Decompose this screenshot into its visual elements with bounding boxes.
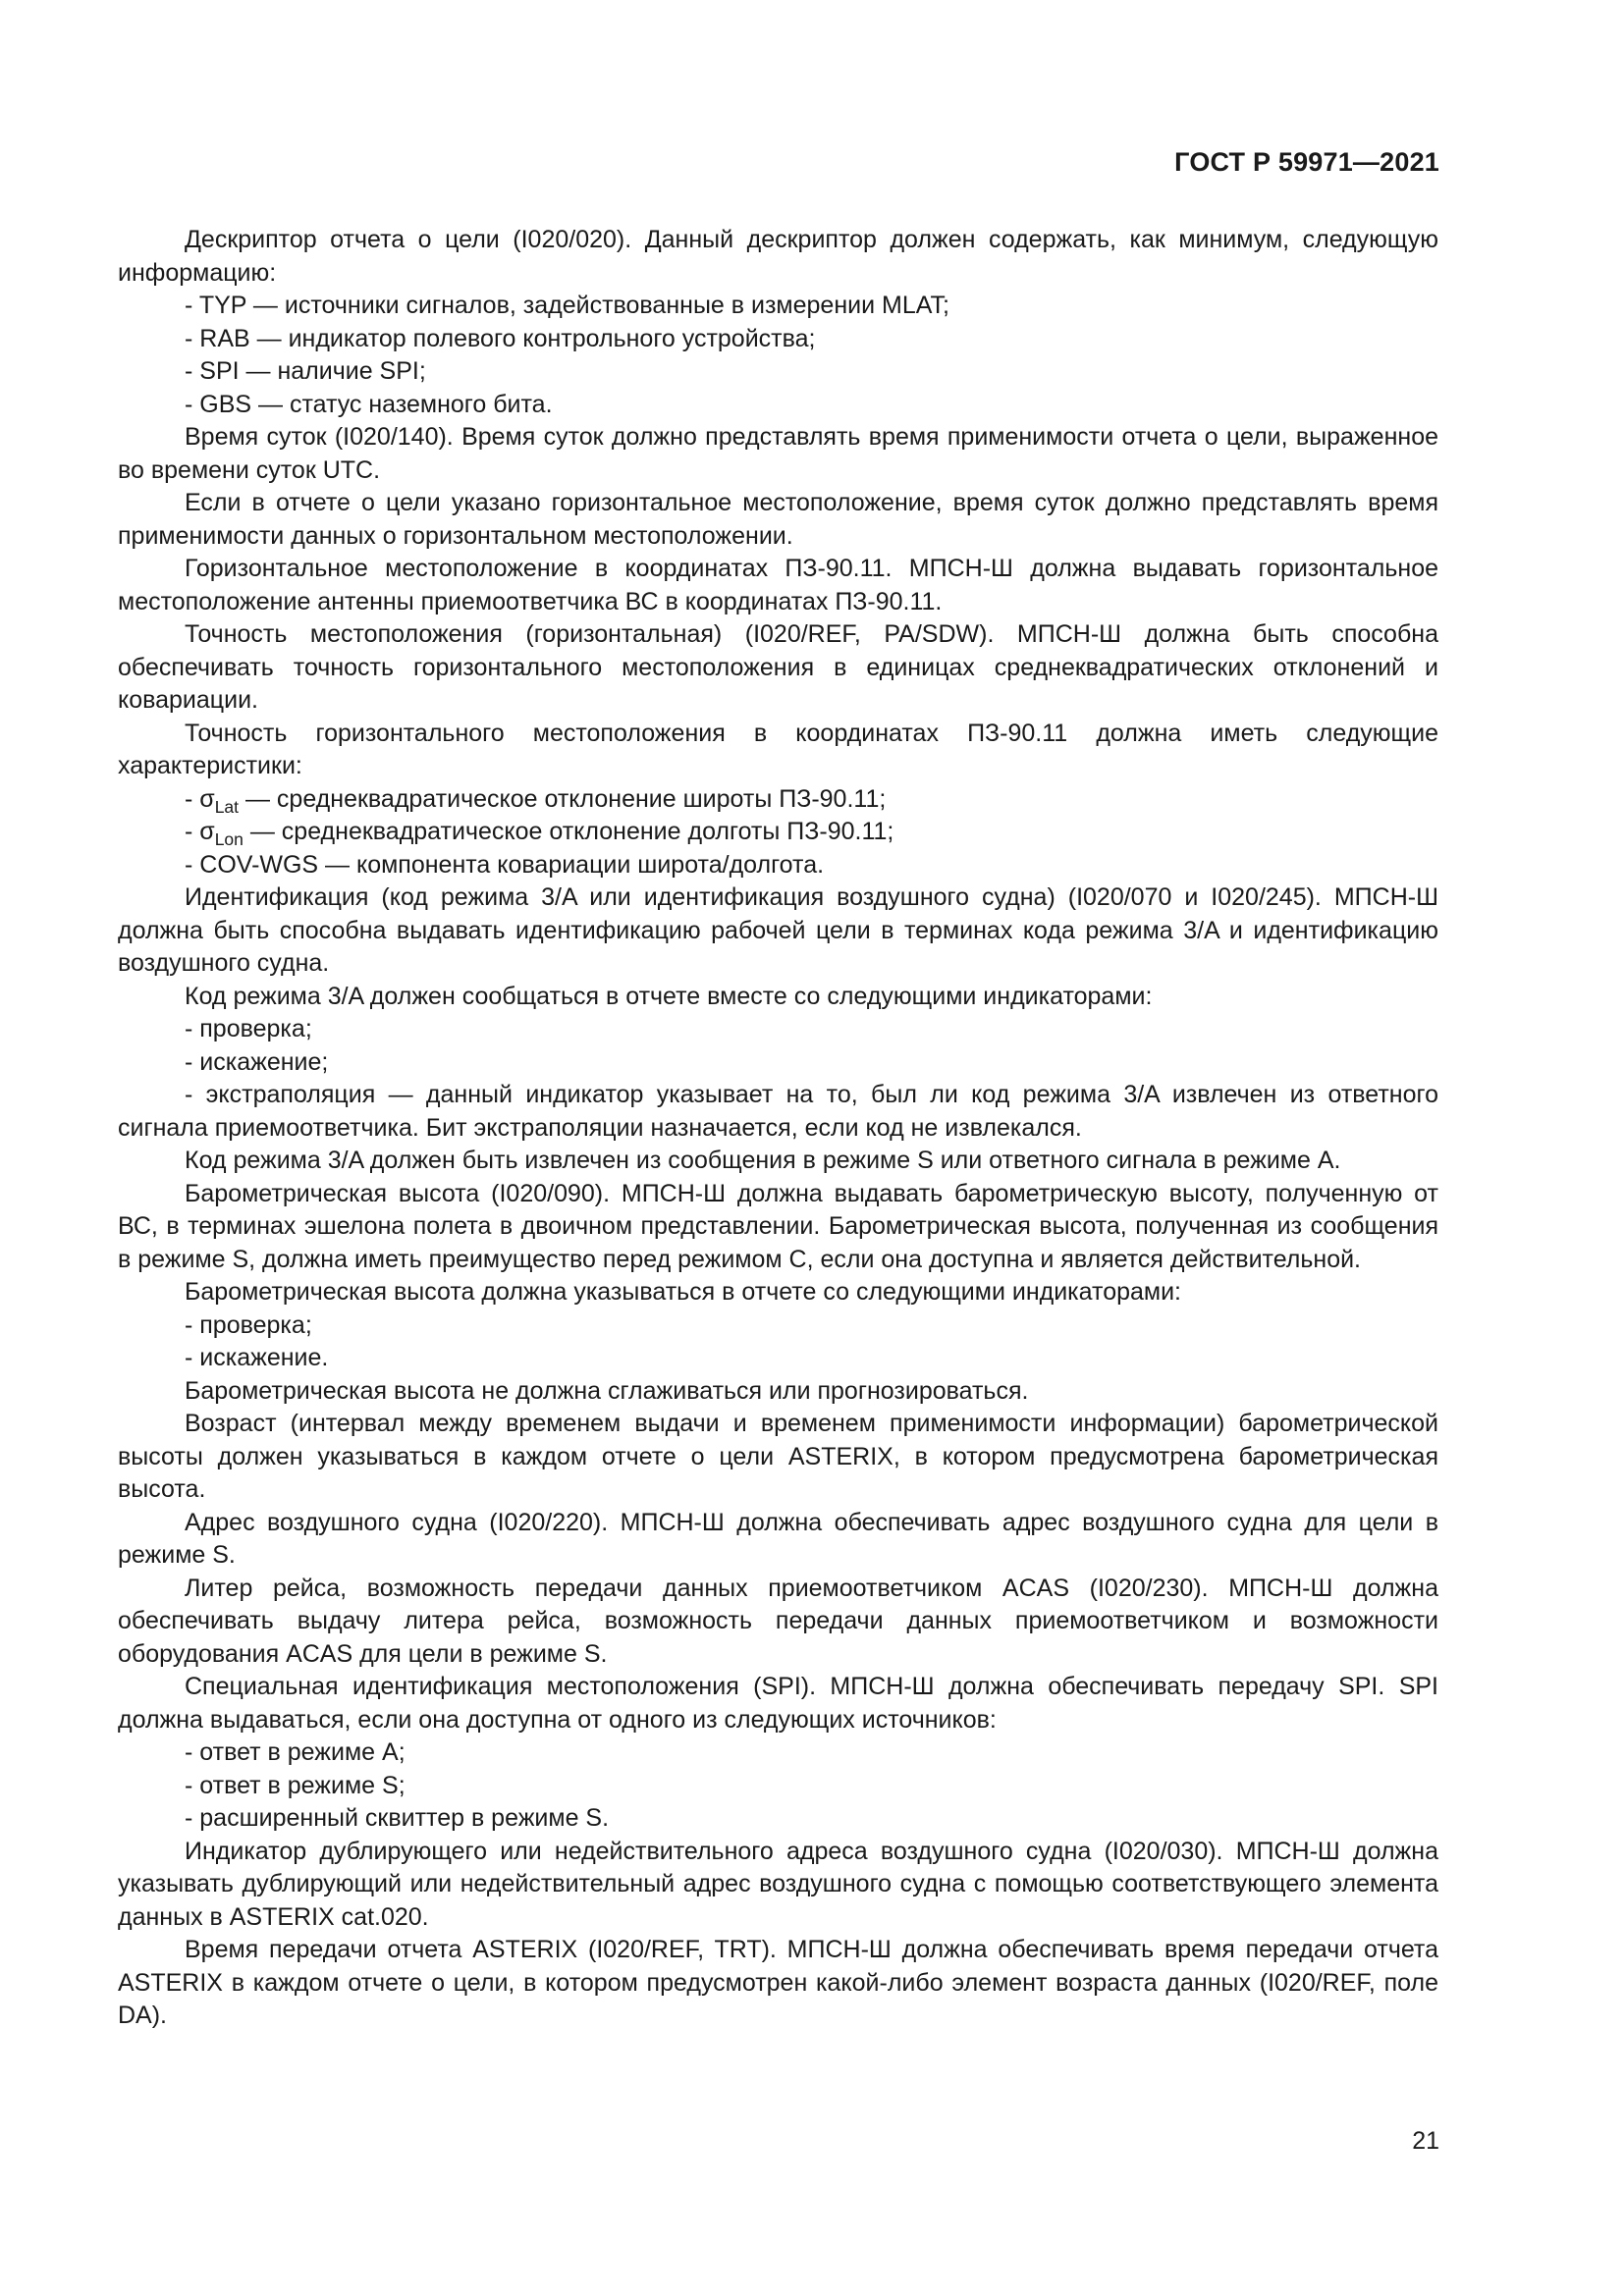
list-item: - расширенный сквиттер в режиме S.: [185, 1804, 610, 1832]
page-number: 21: [1412, 2127, 1439, 2155]
paragraph: Барометрическая высота должна указываться в отчете со следующими индикаторами:: [185, 1278, 1182, 1306]
list-item-text: — среднеквадратическое отклонение долготы ПЗ-90.11;: [243, 818, 894, 845]
list-item: - экстраполяция — данный индикатор указывает на то, был ли код режима 3/A извлечен из ответного сигнала приемоответчика. Бит экстраполяции назначается, если код не извлекался.: [118, 1081, 1438, 1142]
sigma-prefix: - σ: [185, 818, 215, 845]
list-item: - COV-WGS — компонента ковариации широта/долгота.: [185, 850, 825, 879]
list-item: - проверка;: [185, 1310, 312, 1339]
paragraph: Код режима 3/A должен сообщаться в отчете вместе со следующими индикаторами:: [185, 982, 1153, 1010]
list-item: - SPI — наличие SPI;: [185, 357, 426, 385]
paragraph: Если в отчете о цели указано горизонтальное местоположение, время суток должно представлять время применимости данных о горизонтальном местоположении.: [118, 489, 1438, 550]
list-item: - ответ в режиме S;: [185, 1771, 406, 1799]
paragraph: Точность горизонтального местоположения в координатах ПЗ-90.11 должна иметь следующие характеристики:: [118, 719, 1438, 779]
paragraph: Литер рейса, возможность передачи данных приемоответчиком ACAS (I020/230). МПСН-Ш должна обеспечивать выдачу литера рейса, возможность передачи данных приемоответчиком и возможности оборудования ACAS для цели в режиме S.: [118, 1574, 1438, 1668]
list-item-sigma-lon: [118, 816, 1438, 849]
paragraph: Индикатор дублирующего или недействительного адреса воздушного судна (I020/030). МПСН-Ш должна указывать дублирующий или недействительный адрес воздушного судна с помощью соответствующего элемента данных в ASTERIX cat.020.: [118, 1837, 1438, 1931]
paragraph: Специальная идентификация местоположения (SPI). МПСН-Ш должна обеспечивать передачу SPI. SPI должна выдаваться, если она доступна от одного из следующих источников:: [118, 1673, 1438, 1734]
paragraph: Барометрическая высота (I020/090). МПСН-Ш должна выдавать барометрическую высоту, полученную от ВС, в терминах эшелона полета в двоичном представлении. Барометрическая высота, полученная из сообщения в режиме S, должна иметь преимущество перед режимом C, если она доступна и является действительной.: [118, 1179, 1438, 1273]
document-code-header: ГОСТ Р 59971—2021: [1174, 147, 1439, 177]
paragraph: Возраст (интервал между временем выдачи и временем применимости информации) барометрической высоты должен указываться в каждом отчете о цели ASTERIX, в котором предусмотрена барометрическая высота.: [118, 1410, 1438, 1503]
paragraph: Точность местоположения (горизонтальная) (I020/REF, PA/SDW). МПСН-Ш должна быть способна обеспечивать точность горизонтального местоположения в единицах среднеквадратических отклонений и ковариации.: [118, 620, 1438, 714]
list-item-text: — среднеквадратическое отклонение широты ПЗ-90.11;: [239, 784, 887, 813]
paragraph: Барометрическая высота не должна сглаживаться или прогнозироваться.: [185, 1376, 1029, 1405]
list-item: - искажение;: [185, 1047, 329, 1076]
paragraph: Горизонтальное местоположение в координатах ПЗ-90.11. МПСН-Ш должна выдавать горизонтальное местоположение антенны приемоответчика ВС в координатах ПЗ-90.11.: [118, 555, 1438, 615]
paragraph: Время передачи отчета ASTERIX (I020/REF, TRT). МПСН-Ш должна обеспечивать время передачи отчета ASTERIX в каждом отчете о цели, в котором предусмотрен какой-либо элемент возраста данных (I020/REF, поле DA).: [118, 1936, 1438, 2029]
list-item: - искажение.: [185, 1344, 329, 1371]
sigma-prefix: - σ: [185, 784, 215, 813]
paragraph: Адрес воздушного судна (I020/220). МПСН-Ш должна обеспечивать адрес воздушного судна для цели в режиме S.: [118, 1508, 1438, 1569]
list-item: - TYP — источники сигналов, задействованные в измерении MLAT;: [185, 292, 949, 319]
list-item: - RAB — индикатор полевого контрольного устройства;: [185, 324, 816, 352]
paragraph: Дескриптор отчета о цели (I020/020). Данный дескриптор должен содержать, как минимум, следующую информацию:: [118, 226, 1438, 287]
list-item: - GBS — статус наземного бита.: [185, 390, 553, 418]
paragraph: Идентификация (код режима 3/A или идентификация воздушного судна) (I020/070 и I020/245). МПСН-Ш должна быть способна выдавать идентификацию рабочей цели в терминах кода режима 3/A и идентификацию воздушного судна.: [118, 883, 1438, 977]
list-item-sigma-lat: [118, 783, 1438, 817]
document-body: [118, 224, 1438, 2033]
list-item: - ответ в режиме A;: [185, 1738, 406, 1766]
subscript-lon: Lon: [214, 829, 244, 850]
list-item: - проверка;: [185, 1015, 312, 1042]
paragraph: Код режима 3/A должен быть извлечен из сообщения в режиме S или ответного сигнала в режиме A.: [185, 1147, 1341, 1174]
paragraph: Время суток (I020/140). Время суток должно представлять время применимости отчета о цели, выраженное во времени суток UTC.: [118, 423, 1438, 484]
subscript-lat: Lat: [214, 796, 240, 817]
